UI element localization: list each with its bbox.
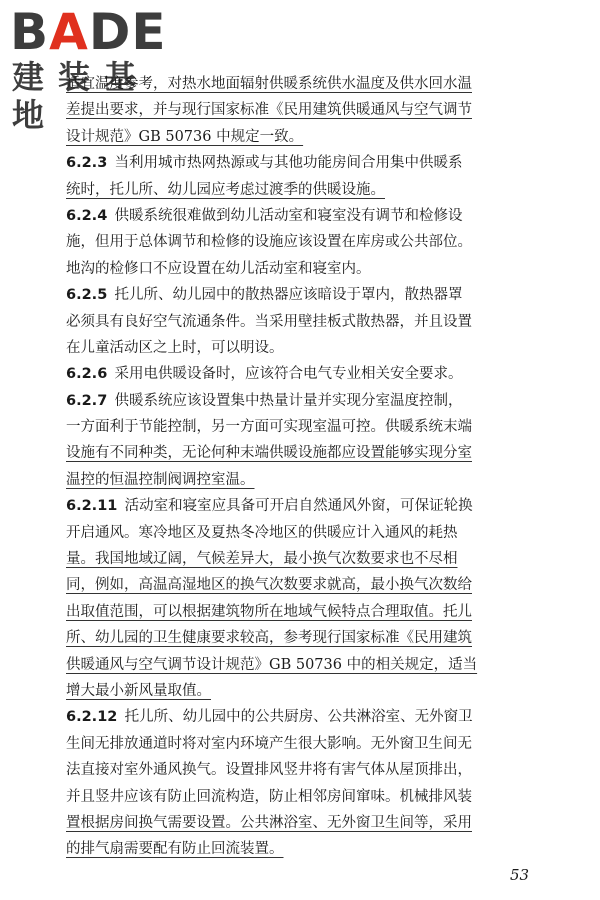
text-line	[66, 546, 536, 572]
paragraph-p627	[66, 388, 536, 494]
text-line	[66, 493, 536, 519]
clause-number: 6.2.12	[66, 709, 118, 726]
text-line	[66, 335, 536, 361]
line-text: 地沟的检修口不应设置在幼儿活动室和寝室内。	[66, 260, 371, 277]
text-line	[66, 810, 536, 836]
line-text: 在儿童活动区之上时，可以明设。	[66, 339, 284, 356]
text-line	[66, 361, 536, 387]
text-line	[66, 520, 536, 546]
underlined-text: 温控的恒温控制阀调控室温。	[66, 471, 255, 488]
clause-number: 6.2.11	[66, 498, 118, 515]
text-line	[66, 150, 536, 176]
clause-number: 6.2.7	[66, 392, 108, 409]
paragraph-p0	[66, 71, 536, 150]
line-text: 托儿所、幼儿园中的公共厨房、公共淋浴室、无外窗卫	[124, 709, 473, 726]
text-line	[66, 836, 536, 862]
clause-number: 6.2.3	[66, 155, 108, 172]
document-body	[66, 71, 536, 863]
text-line	[66, 388, 536, 414]
text-line	[66, 256, 536, 282]
line-text: 施，但用于总体调节和检修的设施应该设置在库房或公共部位。	[66, 234, 472, 251]
text-line	[66, 177, 536, 203]
line-text: 供暖系统很难做到幼儿活动室和寝室没有调节和检修设	[114, 207, 463, 224]
line-text: 一方面利于节能控制，另一方面可实现室温可控。供暖系统末端	[66, 419, 472, 436]
clause-number: 6.2.5	[66, 287, 108, 304]
underlined-text: 设施有不同种类，无论何种末端供暖设施都应设置能够实现分室	[66, 445, 472, 462]
clause-number: 6.2.4	[66, 207, 108, 224]
text-line	[66, 309, 536, 335]
paragraph-p626	[66, 361, 536, 387]
text-line	[66, 440, 536, 466]
underlined-text: 置根据房间换气需要设置。公共淋浴室、无外窗卫生间等，采用	[66, 814, 472, 831]
clause-number: 6.2.6	[66, 366, 108, 383]
logo-wordmark: BADE	[10, 3, 167, 61]
text-line	[66, 414, 536, 440]
text-line	[66, 97, 536, 123]
underlined-text: 的排气扇需要配有防止回流装置。	[66, 841, 284, 858]
logo-subtitle: 建装基地	[12, 58, 151, 134]
underlined-text: 同，例如，高温高湿地区的换气次数要求就高，最小换气次数给	[66, 577, 472, 594]
line-text: 当利用城市热网热源或与其他功能房间合用集中供暖系	[114, 155, 463, 172]
text-line	[66, 572, 536, 598]
text-line	[66, 678, 536, 704]
underlined-text: 增大最小新风量取值。	[66, 682, 211, 699]
line-text: 采用电供暖设备时，应该符合电气专业相关安全要求。	[114, 366, 463, 383]
line-text: 法直接对室外通风换气。设置排风竖井将有害气体从屋顶排出，	[66, 762, 472, 779]
text-line	[66, 203, 536, 229]
line-text: 必须具有良好空气流通条件。当采用壁挂板式散热器，并且设置	[66, 313, 472, 330]
paragraph-p6212	[66, 704, 536, 862]
text-line	[66, 599, 536, 625]
underlined-text: 统时，托儿所、幼儿园应考虑过渡季的供暖设施。	[66, 181, 385, 198]
line-text: 托儿所、幼儿园中的散热器应该暗设于罩内，散热器罩	[114, 287, 463, 304]
text-line	[66, 282, 536, 308]
underlined-text: 出取值范围，可以根据建筑物所在地域气候特点合理取值。托儿	[66, 603, 472, 620]
text-line	[66, 229, 536, 255]
paragraph-p623	[66, 150, 536, 203]
text-line	[66, 652, 536, 678]
text-line	[66, 467, 536, 493]
line-text: 供暖系统应该设置集中热量计量并实现分室温度控制，	[114, 392, 463, 409]
underlined-text: 差提出要求，并与现行国家标准《民用建筑供暖通风与空气调节	[66, 102, 472, 119]
underlined-text: 供暖通风与空气调节设计规范》GB 50736 中的相关规定，适当	[66, 656, 478, 673]
text-line	[66, 757, 536, 783]
line-text: 生间无排放通道时将对室内环境产生很大影响。无外窗卫生间无	[66, 735, 472, 752]
line-text: 并且竖井应该有防止回流构造，防止相邻房间窜味。机械排风装	[66, 788, 472, 805]
page-number: 53	[510, 866, 530, 884]
underlined-text: 适宜温度参考，对热水地面辐射供暖系统供水温度及供水回水温	[66, 76, 472, 92]
text-line	[66, 784, 536, 810]
paragraph-p625	[66, 282, 536, 361]
text-line	[66, 704, 536, 730]
text-line	[66, 71, 536, 97]
line-text: 开启通风。寒冷地区及夏热冬冷地区的供暖应计入通风的耗热	[66, 524, 458, 541]
underlined-text: 设计规范》GB 50736 中规定一致。	[66, 128, 304, 145]
paragraph-p624	[66, 203, 536, 282]
paragraph-p6211	[66, 493, 536, 704]
text-line	[66, 124, 536, 150]
underlined-text: 量。我国地域辽阔，气候差异大，最小换气次数要求也不尽相	[66, 551, 458, 568]
text-line	[66, 731, 536, 757]
underlined-text: 所、幼儿园的卫生健康要求较高，参考现行国家标准《民用建筑	[66, 630, 472, 647]
line-text: 活动室和寝室应具备可开启自然通风外窗，可保证轮换	[124, 498, 473, 515]
text-line	[66, 625, 536, 651]
